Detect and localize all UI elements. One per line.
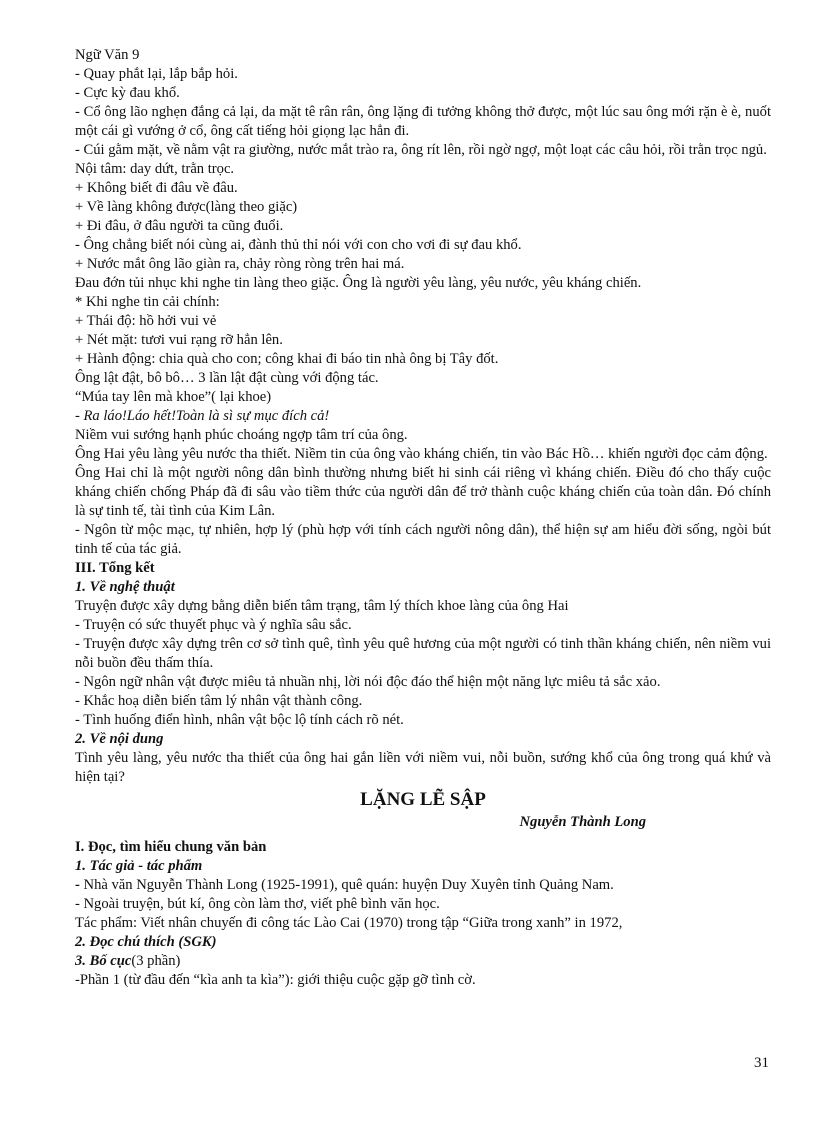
- italic-quote: - Ra láo!Láo hết!Toàn là sì sự mục đích cả!: [75, 408, 330, 424]
- subsection-heading: 2. Về nội dung: [75, 731, 164, 747]
- text-line: + Về làng không được(làng theo giặc): [75, 199, 298, 215]
- text-line: Tác phẩm: Viết nhân chuyến đi công tác Lào Cai (1970) trong tập “Giữa trong xanh” in 1972,: [75, 915, 623, 931]
- text-span: Nhà văn Nguyễn Thành Long (1925-1991), quê quán: huyện Duy Xuyên tỉnh Quảng Nam.: [79, 877, 614, 893]
- text-line: “Múa tay lên mà khoe”( lại khoe): [75, 389, 272, 405]
- story-title: LẶNG LẼ SẬP: [360, 789, 486, 810]
- text-paragraph: - Truyện được xây dựng trên cơ sở tình quê, tình yêu quê hương của một người có tinh thần kháng chiến, nên niềm vui nỗi buồn đều thấm thía.: [75, 636, 775, 671]
- text-line: [75, 952, 771, 971]
- subsection-heading: 3. Bố cục: [75, 953, 132, 969]
- text-span: (3 phần): [131, 953, 181, 969]
- bullet-dash: -: [75, 877, 80, 893]
- text-line: - Ngoài truyện, bút kí, ông còn làm thơ, viết phê bình văn học.: [75, 896, 440, 912]
- text-line: - Khắc hoạ diễn biến tâm lý nhân vật thành công.: [75, 693, 363, 709]
- text-line: - Quay phắt lại, lắp bắp hỏi.: [75, 66, 238, 82]
- section-heading: III. Tổng kết: [75, 560, 155, 576]
- text-line: - Ông chẳng biết nói cùng ai, đành thủ thỉ nói với con cho vơi đi sự đau khổ.: [75, 237, 522, 253]
- text-line: Niềm vui sướng hạnh phúc choáng ngợp tâm trí của ông.: [75, 427, 408, 443]
- text-line: + Hành động: chia quà cho con; công khai đi báo tin nhà ông bị Tây đốt.: [75, 351, 499, 367]
- page-number: 31: [754, 1055, 769, 1071]
- text-line: + Không biết đi đâu về đâu.: [75, 180, 238, 196]
- subsection-heading: 2. Đọc chú thích (SGK): [75, 934, 217, 950]
- text-line: + Nét mặt: tươi vui rạng rỡ hẳn lên.: [75, 332, 283, 348]
- text-paragraph: Ông Hai chỉ là một người nông dân bình thường nhưng biết hi sinh cái riêng vì kháng chiến. Điều đó cho thấy cuộc kháng chiến chống Pháp đã đi sâu vào tiềm thức của người dân để trở thành cuộc kháng chiến của toàn dân. Đó chính là sự tinh tế, tài tình của Kim Lân.: [75, 465, 775, 519]
- document-page: [75, 46, 775, 990]
- text-line: Truyện được xây dựng bằng diễn biến tâm trạng, tâm lý thích khoe làng của ông Hai: [75, 598, 569, 614]
- text-line: - Cực kỳ đau khổ.: [75, 85, 180, 101]
- text-line: -Phần 1 (từ đầu đến “kìa anh ta kìa”): giới thiệu cuộc gặp gỡ tình cờ.: [75, 972, 476, 988]
- text-line: Nội tâm: day dứt, trằn trọc.: [75, 161, 235, 177]
- text-line: - Ngôn ngữ nhân vật được miêu tả nhuần nhị, lời nói độc đáo thể hiện một năng lực miêu tả sắc xảo.: [75, 674, 661, 690]
- text-line: + Đi đâu, ở đâu người ta cũng đuổi.: [75, 218, 284, 234]
- text-line: + Thái độ: hồ hởi vui vẻ: [75, 313, 217, 329]
- text-paragraph: - Cổ ông lão nghẹn đắng cả lại, da mặt tê rân rân, ông lặng đi tưởng không thở được, một lúc sau ông mới rặn è è, nuốt một cái gì vướng ở cổ, ông cất tiếng hỏi giọng lạc hẳn đi.: [75, 104, 775, 139]
- subsection-heading: 1. Tác giả - tác phẩm: [75, 858, 203, 874]
- text-paragraph: - Ngôn từ mộc mạc, tự nhiên, hợp lý (phù hợp với tính cách người nông dân), thể hiện sự am hiểu đời sống, ngòi bút tinh tế của tác giả.: [75, 522, 775, 557]
- subsection-heading: 1. Về nghệ thuật: [75, 579, 175, 595]
- text-paragraph: Ông Hai yêu làng yêu nước tha thiết. Niềm tin của ông vào kháng chiến, tin vào Bác Hồ… khiến người đọc cảm động.: [75, 446, 768, 462]
- text-paragraph: Tình yêu làng, yêu nước tha thiết của ông hai gắn liền với niềm vui, nỗi buồn, sướng khổ của ông trong quá khứ và hiện tại?: [75, 750, 775, 785]
- text-line: Ông lật đật, bô bô… 3 lần lật đật cùng với động tác.: [75, 370, 379, 386]
- story-author: Nguyễn Thành Long: [519, 814, 646, 830]
- text-line: - Truyện có sức thuyết phục và ý nghĩa sâu sắc.: [75, 617, 352, 633]
- text-paragraph: - Cúi gằm mặt, về nằm vật ra giường, nước mắt trào ra, ông rít lên, rồi ngờ ngợ, một loạt các câu hỏi, rồi trằn trọc ngủ.: [75, 142, 767, 158]
- text-line: [75, 876, 771, 895]
- text-line: * Khi nghe tin cải chính:: [75, 294, 220, 310]
- text-line: + Nước mắt ông lão giàn ra, chảy ròng ròng trên hai má.: [75, 256, 405, 272]
- text-line: - Tình huống điển hình, nhân vật bộc lộ tính cách rõ nét.: [75, 712, 404, 728]
- text-line: Đau đớn tủi nhục khi nghe tin làng theo giặc. Ông là người yêu làng, yêu nước, yêu kháng chiến.: [75, 275, 642, 291]
- running-header: Ngữ Văn 9: [75, 47, 140, 63]
- section-heading: I. Đọc, tìm hiểu chung văn bản: [75, 839, 267, 855]
